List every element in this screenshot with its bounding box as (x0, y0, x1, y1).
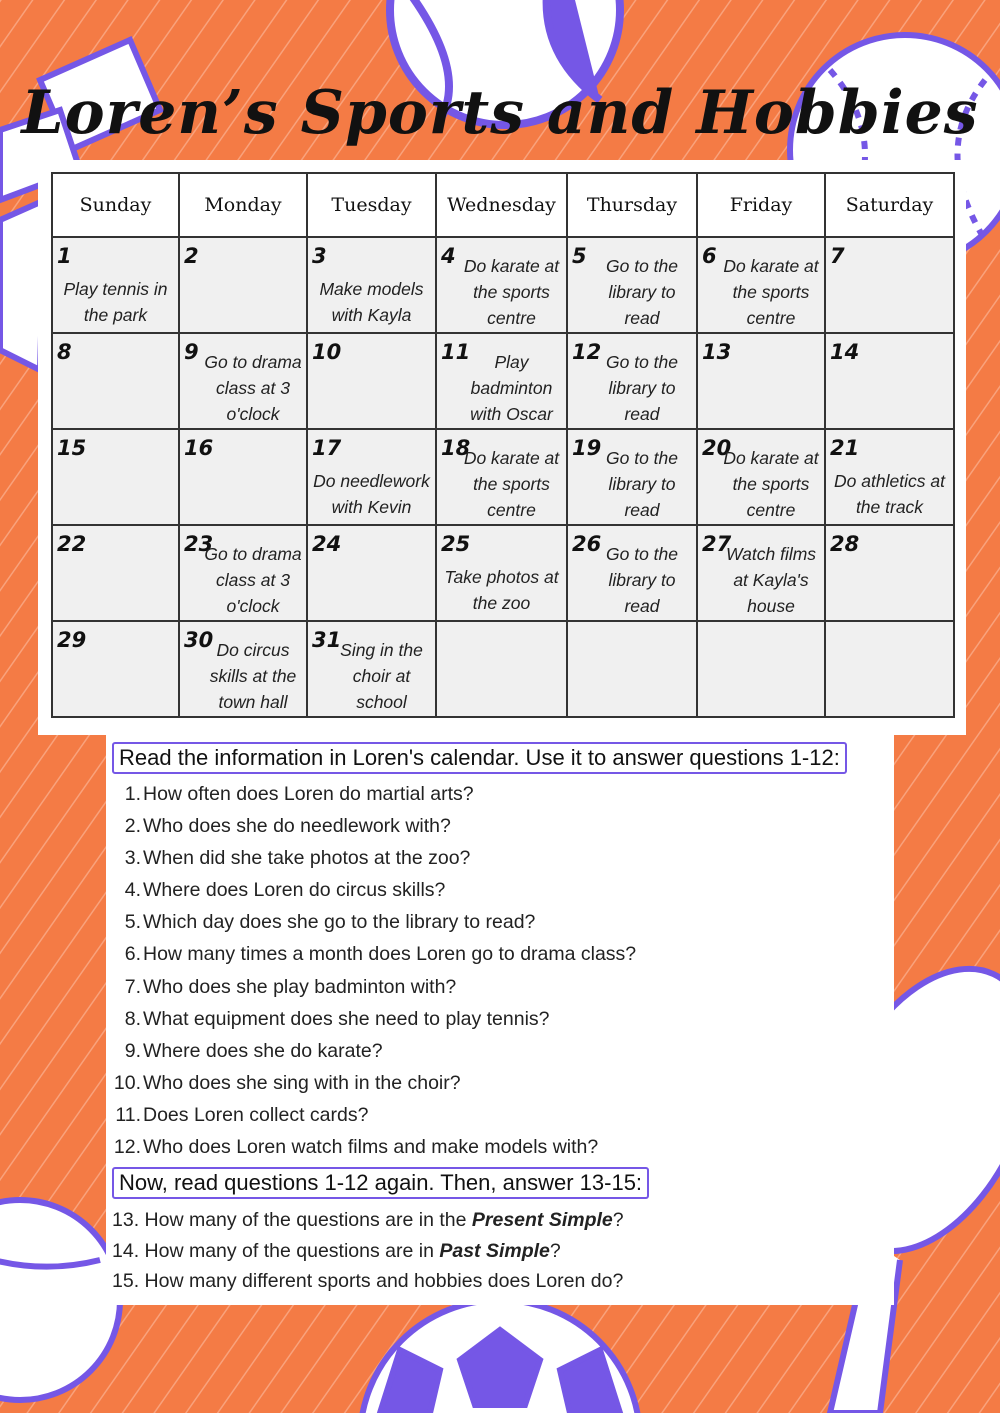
calendar-day-cell (567, 429, 697, 525)
day-number: 14 (830, 340, 860, 364)
question-item: 7. Who does she play badminton with? (124, 975, 457, 998)
day-number: 30 (184, 628, 214, 652)
calendar-day-cell (697, 525, 825, 621)
calendar-day-cell (436, 621, 567, 717)
instruction-box-1: Read the information in Loren's calendar. Use it to answer questions 1-12: (112, 742, 847, 774)
day-number: 12 (572, 340, 602, 364)
day-number: 26 (572, 532, 602, 556)
day-number: 28 (830, 532, 860, 556)
day-activity: Do athletics at the track (834, 471, 945, 517)
day-activity: Go to the library to read (606, 544, 678, 616)
calendar-day-cell (697, 621, 825, 717)
day-number: 31 (312, 628, 342, 652)
day-activity: Sing in the choir at school (340, 640, 423, 712)
day-number: 18 (441, 436, 471, 460)
day-number: 5 (572, 244, 587, 268)
question-item: 1. How often does Loren do martial arts? (124, 783, 474, 805)
question-item: 2. Who does she do needlework with? (124, 815, 451, 838)
day-number: 17 (312, 436, 342, 460)
question-item: 8. What equipment does she need to play tennis? (124, 1007, 550, 1030)
day-number: 3 (312, 244, 327, 268)
calendar-panel (38, 160, 966, 735)
day-activity: Go to the library to read (606, 352, 678, 424)
calendar-day-cell (52, 621, 179, 717)
day-number: 8 (57, 340, 72, 364)
calendar-day-cell (52, 237, 179, 333)
day-number: 15 (57, 436, 87, 460)
day-header: Sunday (52, 173, 179, 237)
page-title: Loren’s Sports and Hobbies (21, 78, 979, 148)
question-item: 6. How many times a month does Loren go to drama class? (124, 943, 637, 966)
calendar-week-row (52, 525, 954, 621)
calendar-day-cell (307, 429, 436, 525)
question-item: 12. Who does Loren watch films and make models with? (113, 1136, 599, 1159)
calendar-day-cell (825, 621, 954, 717)
day-number: 13 (702, 340, 732, 364)
day-activity: Go to the library to read (606, 256, 678, 328)
day-number: 1 (57, 244, 72, 268)
day-number: 29 (57, 628, 87, 652)
day-header: Monday (179, 173, 307, 237)
calendar-day-cell (307, 621, 436, 717)
day-activity: Go to drama class at 3 o'clock (204, 544, 302, 616)
day-activity: Play badminton with Oscar (470, 352, 553, 424)
day-activity: Make models with Kayla (319, 279, 424, 325)
day-activity: Do karate at the sports centre (463, 448, 560, 520)
calendar-day-cell (179, 429, 307, 525)
day-number: 2 (184, 244, 199, 268)
calendar-day-cell (567, 525, 697, 621)
day-header: Thursday (567, 173, 697, 237)
question-item: 10. Who does she sing with in the choir? (113, 1071, 461, 1094)
calendar-day-cell (179, 621, 307, 717)
day-activity: Do karate at the sports centre (723, 256, 819, 328)
day-number: 20 (702, 436, 732, 460)
day-number: 22 (57, 532, 87, 556)
day-activity: Go to the library to read (606, 448, 678, 520)
question-item: 14. How many of the questions are in Past Simple? (112, 1239, 561, 1262)
calendar-day-cell (436, 237, 567, 333)
day-number: 27 (702, 532, 732, 556)
calendar-day-cell (697, 237, 825, 333)
calendar-day-cell (436, 525, 567, 621)
calendar-day-cell (825, 525, 954, 621)
calendar-day-cell (697, 333, 825, 429)
question-item: 4. Where does Loren do circus skills? (124, 879, 446, 902)
day-header: Wednesday (436, 173, 567, 237)
calendar-day-cell (567, 621, 697, 717)
calendar-day-cell (52, 333, 179, 429)
question-item: 15. How many different sports and hobbies does Loren do? (112, 1270, 624, 1292)
calendar-day-cell (567, 333, 697, 429)
calendar-day-cell (307, 237, 436, 333)
day-number: 9 (184, 340, 199, 364)
instruction-box-2: Now, read questions 1-12 again. Then, answer 13-15: (112, 1167, 649, 1199)
day-number: 21 (830, 436, 860, 460)
day-number: 6 (702, 244, 717, 268)
day-number: 4 (441, 244, 456, 268)
day-activity: Take photos at the zoo (444, 567, 559, 613)
calendar-day-cell (52, 429, 179, 525)
day-number: 16 (184, 436, 214, 460)
day-number: 19 (572, 436, 602, 460)
day-number: 7 (830, 244, 845, 268)
calendar-day-cell (825, 333, 954, 429)
calendar-day-cell (179, 237, 307, 333)
day-number: 25 (441, 532, 471, 556)
calendar-day-cell (436, 429, 567, 525)
calendar-week-row (52, 621, 954, 717)
day-activity: Do karate at the sports centre (723, 448, 819, 520)
calendar-table (51, 172, 955, 718)
calendar-week-row (52, 429, 954, 525)
day-activity: Do needlework with Kevin (313, 471, 430, 517)
calendar-day-cell (52, 525, 179, 621)
calendar-day-cell (825, 429, 954, 525)
calendar-week-row (52, 333, 954, 429)
calendar-header-row (52, 173, 954, 237)
day-number: 11 (441, 340, 471, 364)
calendar-day-cell (179, 333, 307, 429)
day-activity: Go to drama class at 3 o'clock (204, 352, 302, 424)
day-number: 24 (312, 532, 342, 556)
day-activity: Do karate at the sports centre (463, 256, 560, 328)
day-header: Tuesday (307, 173, 436, 237)
day-header: Saturday (825, 173, 954, 237)
question-item: 9. Where does she do karate? (124, 1039, 383, 1062)
day-activity: Play tennis in the park (63, 279, 168, 325)
calendar-day-cell (825, 237, 954, 333)
day-number: 23 (184, 532, 214, 556)
day-header: Friday (697, 173, 825, 237)
question-item: 11. Does Loren collect cards? (115, 1103, 369, 1126)
calendar-day-cell (307, 333, 436, 429)
calendar-day-cell (436, 333, 567, 429)
calendar-day-cell (307, 525, 436, 621)
day-activity: Do circus skills at the town hall (209, 640, 297, 712)
calendar-day-cell (697, 429, 825, 525)
calendar-week-row (52, 237, 954, 333)
question-item: 3. When did she take photos at the zoo? (124, 847, 471, 870)
questions-panel (106, 735, 894, 1305)
day-number: 10 (312, 340, 342, 364)
question-item: 5. Which day does she go to the library to read? (124, 911, 536, 934)
question-list-1 (106, 778, 894, 1163)
calendar-day-cell (179, 525, 307, 621)
question-item: 13. How many of the questions are in the Present Simple? (112, 1209, 624, 1231)
calendar-day-cell (567, 237, 697, 333)
day-activity: Watch films at Kayla's house (725, 544, 817, 616)
question-list-2 (106, 1205, 894, 1297)
